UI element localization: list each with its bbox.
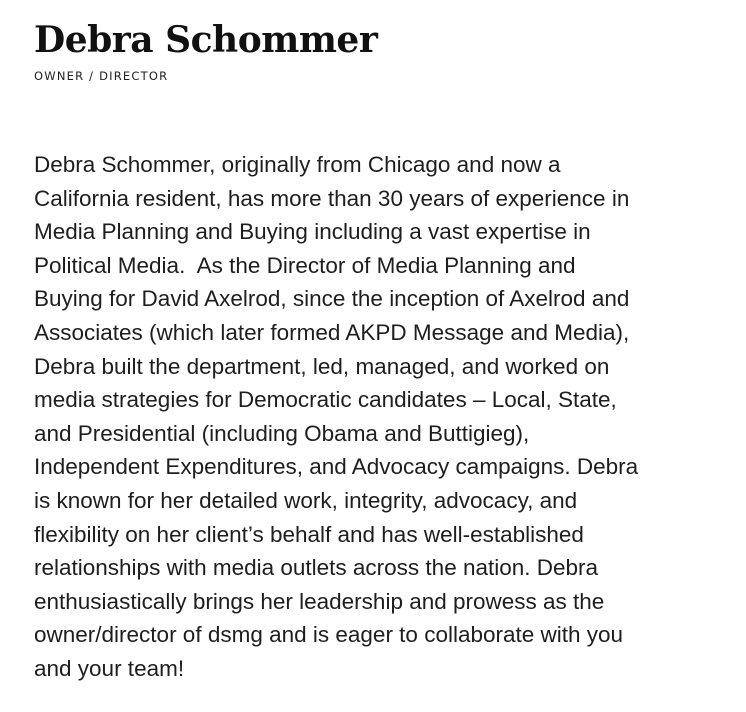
person-role: OWNER / DIRECTOR	[34, 69, 169, 83]
bio-paragraph: Debra Schommer, originally from Chicago and now a California resident, has more than 30 years of experience in Media Planning and Buying including a vast expertise in Political Media. As the Director of Media Planning and Buying for David Axelrod, since the inception of Axelrod and Associates (which later formed AKPD Message and Media), Debra built the department, led, managed, and worked on media strategies for Democratic candidates – Local, State, and Presidential (including Obama and Buttigieg), Independent Expenditures, and Advocacy campaigns. Debra is known for her detailed work, integrity, advocacy, and flexibility on her client’s behalf and has well-established relationships with media outlets across the nation. Debra enthusiastically brings her leadership and prowess as the owner/director of dsmg and is eager to collaborate with you and your team!	[34, 152, 639, 681]
profile-header	[34, 0, 714, 84]
person-name: Debra Schommer	[34, 19, 378, 61]
